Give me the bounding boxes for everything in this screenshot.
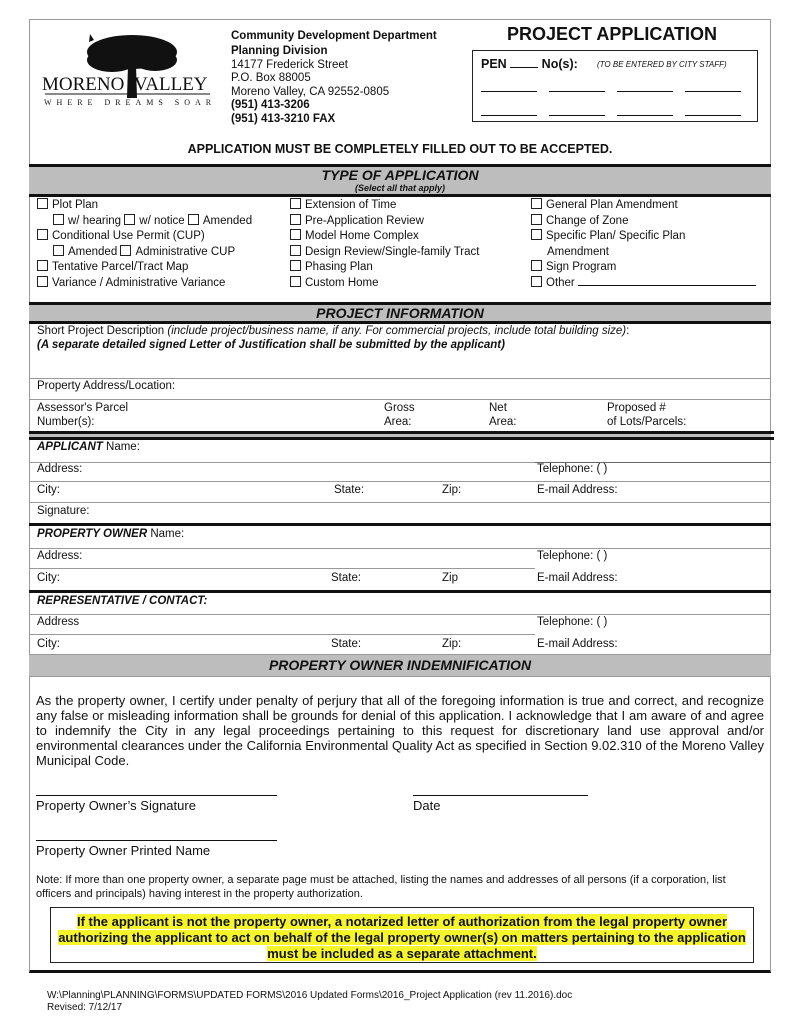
type-col-1	[37, 198, 252, 292]
checkbox-administrative-cup[interactable]: Administrative CUP	[120, 246, 235, 258]
form-frame	[29, 19, 771, 973]
checkbox-w-notice[interactable]: w/ notice	[124, 215, 184, 227]
city-line: Moreno Valley, CA 92552-0805	[231, 86, 390, 98]
street-address: 14177 Frederick Street	[231, 59, 348, 71]
checkbox-phasing-plan[interactable]: Phasing Plan	[290, 260, 479, 276]
representative-email-field[interactable]: E-mail Address:	[537, 638, 618, 650]
owner-email-field[interactable]: E-mail Address:	[537, 572, 618, 584]
applicant-state-field[interactable]: State:	[334, 484, 365, 496]
representative-name-field[interactable]: REPRESENTATIVE / CONTACT:	[37, 595, 208, 607]
applicant-email-field[interactable]: E-mail Address:	[537, 484, 618, 496]
project-information-header: PROJECT INFORMATION	[29, 302, 771, 324]
applicant-city-field[interactable]: City:	[37, 484, 60, 496]
file-path: W:\Planning\PLANNING\FORMS\UPDATED FORMS\2016 Updated Forms\2016_Project Application (rev 11.2016).doc	[47, 990, 573, 1001]
checkbox-model-home-complex[interactable]: Model Home Complex	[290, 229, 479, 245]
letter-of-justification-note: (A separate detailed signed Letter of Justification shall be submitted by the applicant)	[37, 339, 505, 351]
checkbox-tentative-map[interactable]: Tentative Parcel/Tract Map	[37, 260, 252, 276]
staff-note: (TO BE ENTERED BY CITY STAFF)	[597, 60, 727, 69]
po-box: P.O. Box 88005	[231, 72, 311, 84]
section-subtitle: (Select all that apply)	[354, 183, 446, 193]
short-description-label: Short Project Description (include project/business name, if any. For commercial projects, include total building size):	[37, 325, 630, 337]
multiple-owners-note: Note: If more than one property owner, a separate page must be attached, listing the names and addresses of all persons (if a corporation, list officers and principals) having interest in the property authorization.	[36, 874, 726, 900]
indemnification-paragraph: As the property owner, I certify under penalty of perjury that all of the foregoing information is true and correct, and recognize any false or misleading information shall be grounds for denial of this application. I acknowledge that I am aware of and agree to indemnify the City in any legal proceedings pertaining to this request for discretionary land use approval and/or environmental clearances under the California Environmental Quality Act as specified in Section 9.02.310 of the Moreno Valley Municipal Code.	[36, 693, 764, 768]
applicant-signature-field[interactable]: Signature:	[37, 505, 90, 517]
checkbox-cup[interactable]: Conditional Use Permit (CUP)	[37, 229, 252, 245]
department-name: Community Development Department	[231, 30, 437, 42]
applicant-telephone-field[interactable]: Telephone: ( )	[537, 463, 608, 475]
short-description-input[interactable]	[30, 353, 770, 377]
owner-name-field[interactable]: PROPERTY OWNER Name:	[37, 528, 185, 540]
representative-zip-field[interactable]: Zip:	[442, 638, 462, 650]
specific-plan-amendment-label: Amendment	[547, 245, 610, 258]
printed-name-line[interactable]	[36, 840, 277, 841]
division-name: Planning Division	[231, 45, 328, 57]
owner-signature-label: Property Owner’s Signature	[36, 798, 196, 813]
completion-notice: APPLICATION MUST BE COMPLETELY FILLED OUT TO BE ACCEPTED.	[187, 142, 613, 156]
checkbox-sign-program[interactable]: Sign Program	[531, 260, 756, 276]
checkbox-plot-amended[interactable]: Amended	[188, 215, 252, 227]
page-title: PROJECT APPLICATION	[507, 24, 718, 44]
representative-city-field[interactable]: City:	[37, 638, 60, 650]
checkbox-pre-application-review[interactable]: Pre-Application Review	[290, 214, 479, 230]
indemnification-header: PROPERTY OWNER INDEMNIFICATION	[29, 654, 771, 677]
representative-telephone-field[interactable]: Telephone: ( )	[537, 616, 608, 628]
logo-text-right: VALLEY	[134, 74, 208, 95]
applicant-zip-field[interactable]: Zip:	[442, 484, 462, 496]
checkbox-cup-amended[interactable]: Amended	[53, 246, 117, 258]
checkbox-w-hearing[interactable]: w/ hearing	[53, 215, 121, 227]
phone: (951) 413-3206	[231, 99, 310, 111]
checkbox-variance[interactable]: Variance / Administrative Variance	[37, 276, 252, 292]
checkbox-design-review[interactable]: Design Review/Single-family Tract	[290, 245, 479, 261]
representative-address-field[interactable]: Address	[37, 616, 80, 628]
checkbox-plot-plan[interactable]: Plot Plan	[37, 198, 252, 214]
checkbox-specific-plan[interactable]: Specific Plan/ Specific Plan	[531, 229, 756, 245]
fax: (951) 413-3210 FAX	[231, 113, 336, 125]
staff-box	[472, 50, 758, 122]
checkbox-extension-of-time[interactable]: Extension of Time	[290, 198, 479, 214]
checkbox-custom-home[interactable]: Custom Home	[290, 276, 479, 292]
owner-address-field[interactable]: Address:	[37, 550, 83, 562]
net-area-field[interactable]: Net Area:	[489, 402, 517, 428]
owner-telephone-field[interactable]: Telephone: ( )	[537, 550, 608, 562]
applicant-address-field[interactable]: Address:	[37, 463, 83, 475]
pen-number-blanks	[481, 103, 741, 121]
representative-state-field[interactable]: State:	[331, 638, 362, 650]
owner-zip-field[interactable]: Zip	[442, 572, 458, 584]
date-line[interactable]	[413, 795, 588, 796]
revised-date: Revised: 7/12/17	[47, 1002, 123, 1013]
gross-area-field[interactable]: Gross Area:	[384, 402, 415, 428]
assessor-parcel-field[interactable]: Assessor's Parcel Number(s):	[37, 402, 129, 428]
applicant-name-field[interactable]: APPLICANT Name:	[37, 441, 140, 453]
pen-label: PEN No(s):	[481, 57, 578, 71]
type-of-application-header	[29, 164, 771, 197]
logo-tagline: WHERE DREAMS SOAR	[44, 98, 217, 107]
logo-text-left: MORENO	[42, 74, 125, 95]
type-col-2	[290, 198, 479, 292]
checkbox-general-plan-amendment[interactable]: General Plan Amendment	[531, 198, 756, 214]
checkbox-change-of-zone[interactable]: Change of Zone	[531, 214, 756, 230]
owner-city-field[interactable]: City:	[37, 572, 60, 584]
proposed-lots-field[interactable]: Proposed # of Lots/Parcels:	[607, 402, 687, 428]
type-col-3	[531, 198, 756, 292]
other-input[interactable]	[578, 276, 756, 286]
owner-signature-line[interactable]	[36, 795, 277, 796]
printed-name-label: Property Owner Printed Name	[36, 843, 211, 858]
section-title: TYPE OF APPLICATION	[321, 167, 479, 183]
pen-number-blanks	[481, 79, 741, 97]
checkbox-other[interactable]: Other	[531, 276, 756, 292]
owner-state-field[interactable]: State:	[331, 572, 362, 584]
authorization-notice: If the applicant is not the property owner, a notarized letter of authorization from the legal property owner authorizing the applicant to act on behalf of the legal property owner(s) on matters pertaining to the application must be included as a separate attachment.	[50, 907, 754, 963]
date-label: Date	[413, 798, 441, 813]
property-address-field[interactable]: Property Address/Location:	[37, 380, 176, 392]
